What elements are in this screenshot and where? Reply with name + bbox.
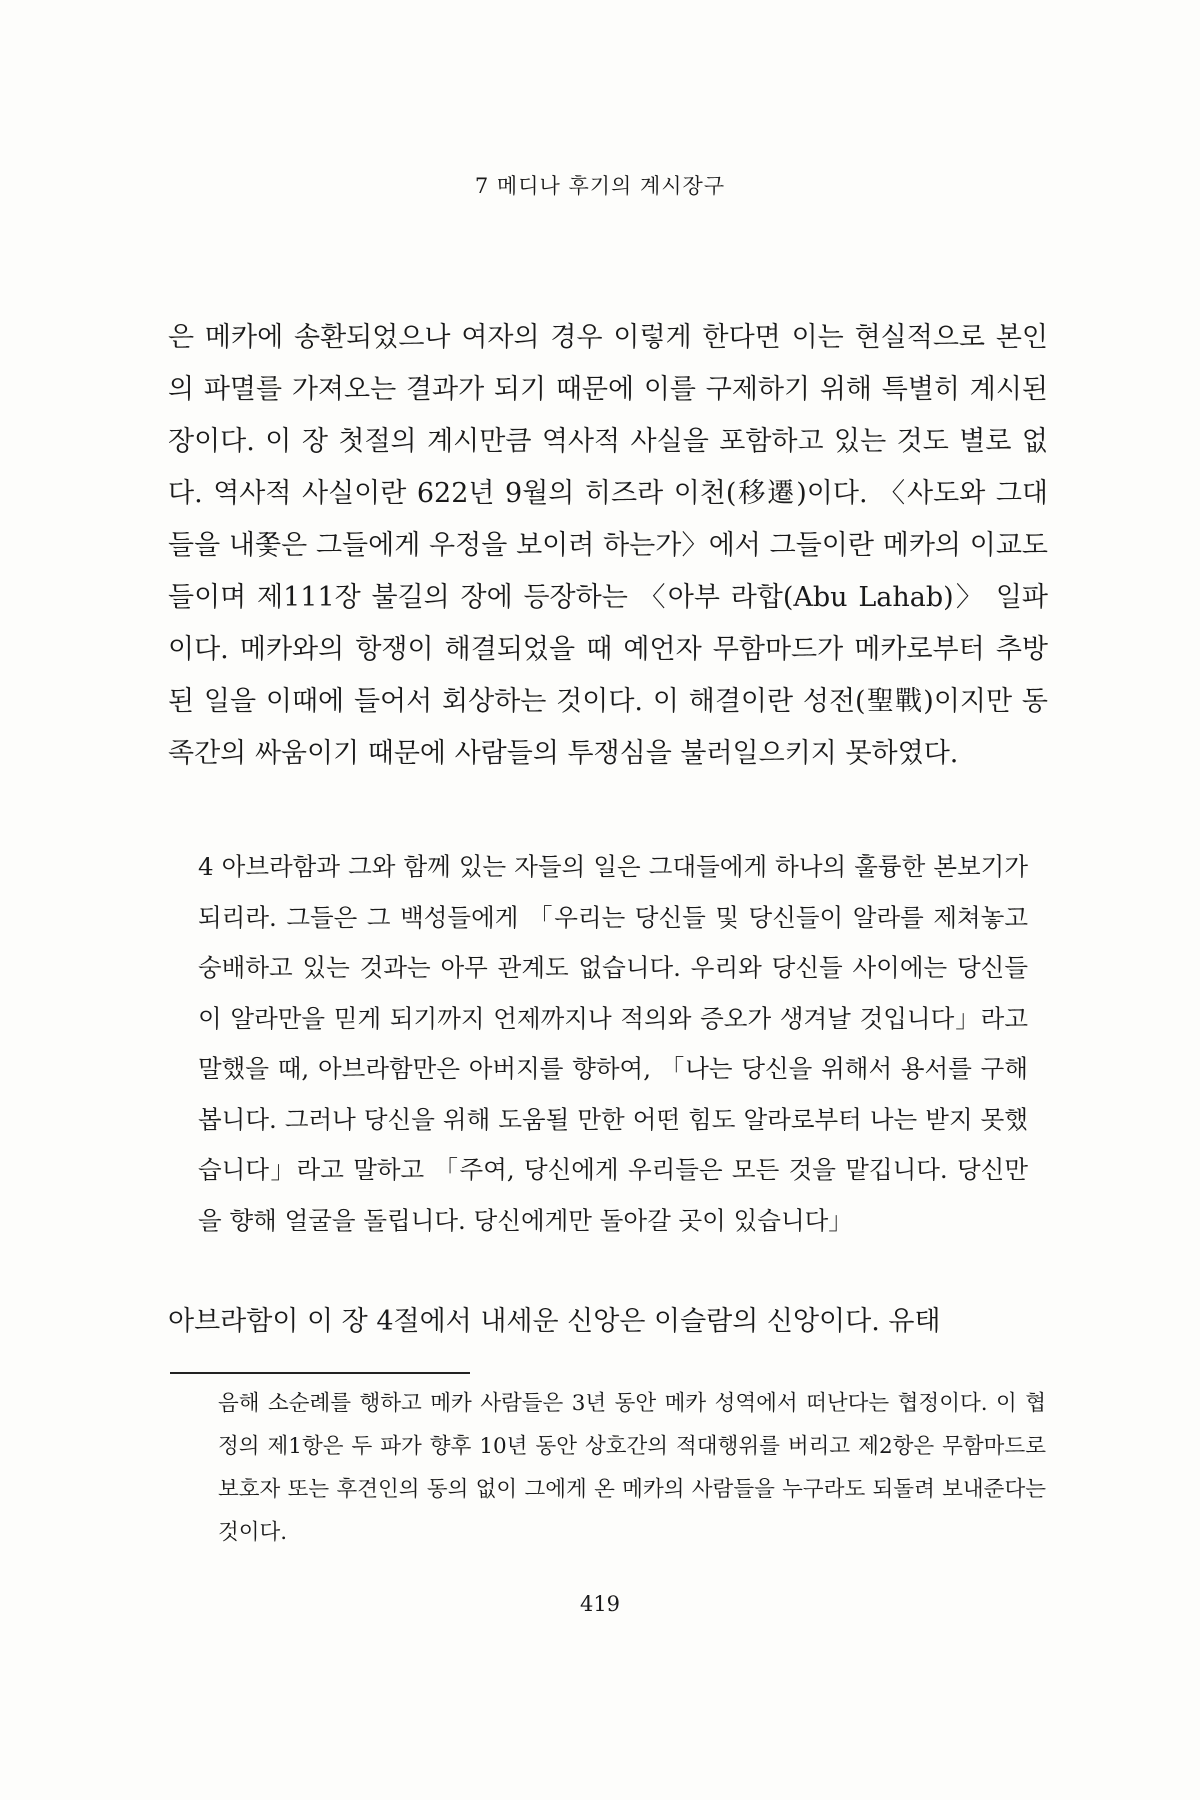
footnote	[218, 1382, 1046, 1554]
body-paragraph-1	[168, 312, 1048, 780]
quote-text: 4 아브라함과 그와 함께 있는 자들의 일은 그대들에게 하나의 훌륭한 본보기가 되리라. 그들은 그 백성들에게 「우리는 당신들 및 당신들이 알라를 제쳐놓고 숭배하고 있는 것과는 아무 관계도 없습니다. 우리와 당신들 사이에는 당신들이 알라만을 믿게 되기까지 언제까지나 적의와 증오가 생겨날 것입니다」라고 말했을 때, 아브라함만은 아버지를 향하여, 「나는 당신을 위해서 용서를 구해 봅니다. 그러나 당신을 위해 도움될 만한 어떤 힘도 알라로부터 나는 받지 못했습니다」라고 말하고 「주여, 당신에게 우리들은 모든 것을 맡깁니다. 당신만을 향해 얼굴을 돌립니다. 당신에게만 돌아갈 곳이 있습니다」	[198, 852, 1028, 1235]
paragraph-text: 은 메카에 송환되었으나 여자의 경우 이렇게 한다면 이는 현실적으로 본인의 파멸를 가져오는 결과가 되기 때문에 이를 구제하기 위해 특별히 계시된 장이다. 이 장 첫절의 계시만큼 역사적 사실을 포함하고 있는 것도 별로 없다. 역사적 사실이란 622년 9월의 히즈라 이천(移遷)이다. 〈사도와 그대들을 내쫓은 그들에게 우정을 보이려 하는가〉에서 그들이란 메카의 이교도들이며 제111장 불길의 장에 등장하는 〈아부 라합(Abu Lahab)〉 일파이다. 메카와의 항쟁이 해결되었을 때 예언자 무함마드가 메카로부터 추방된 일을 이때에 들어서 회상하는 것이다. 이 해결이란 성전(聖戰)이지만 동족간의 싸움이기 때문에 사람들의 투쟁심을 불러일으키지 못하였다.	[168, 322, 1048, 769]
running-header: 7 메디나 후기의 계시장구	[474, 174, 726, 198]
paragraph-text: 아브라함이 이 장 4절에서 내세운 신앙은 이슬람의 신앙이다. 유태	[168, 1306, 941, 1337]
scripture-quote	[198, 842, 1028, 1246]
page-number: 419	[579, 1592, 621, 1616]
body-paragraph-2	[168, 1296, 1048, 1348]
footnote-text: 음해 소순례를 행하고 메카 사람들은 3년 동안 메카 성역에서 떠난다는 협정이다. 이 협정의 제1항은 두 파가 향후 10년 동안 상호간의 적대행위를 버리고 제2항은 무함마드로 보호자 또는 후견인의 동의 없이 그에게 온 메카의 사람들을 누구라도 되돌려 보내준다는 것이다.	[218, 1391, 1046, 1545]
footnote-divider	[170, 1372, 470, 1374]
